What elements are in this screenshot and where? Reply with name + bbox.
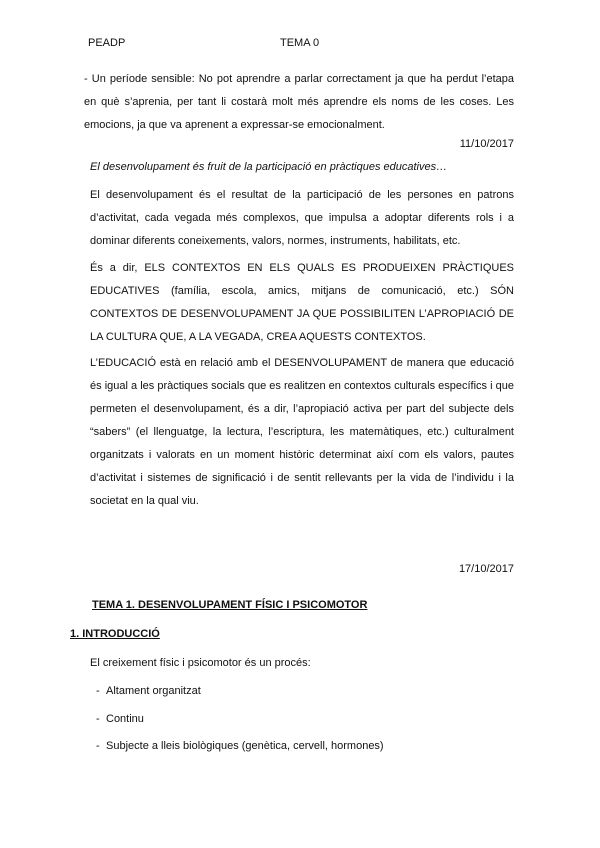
list-dash: -: [96, 685, 100, 697]
paragraph-1: El desenvolupament és el resultat de la participació de les persones en patrons d’activitat, cada vegada més complexos, que impulsa a adoptar diferents rols i a dominar diferents coneixements, valors, normes, instruments, habilitats, etc.: [90, 189, 514, 247]
paragraph-3: L’EDUCACIÓ està en relació amb el DESENVOLUPAMENT de manera que educació és igual a les pràctiques socials que es realitzen en contextos culturals específics i que permeten el desenvolupament, és a dir, l’apropiació activa per part del subjecte dels “sabers” (el llenguatge, la lectura, l’escriptura, les matemàtiques, etc.) culturalment organitzats i valorats en un moment històric determinat així com els valors, pautes d’activitat i sistemes de significació i de sentit rellevants per la vida de l’individu i la societat en la qual viu.: [90, 357, 514, 507]
list-dash: -: [96, 713, 100, 725]
section-title: 1. INTRODUCCIÓ: [70, 628, 160, 640]
bullet-dash: -: [84, 73, 88, 85]
list-dash: -: [96, 740, 100, 752]
header-course: PEADP: [88, 37, 126, 49]
list-item-text: Subjecte a lleis biològiques (genètica, cervell, hormones): [106, 740, 384, 752]
tema-title: TEMA 1. DESENVOLUPAMENT FÍSIC I PSICOMOTOR: [92, 599, 368, 611]
intro-bullet: [84, 68, 514, 137]
paragraph-2: És a dir, ELS CONTEXTOS EN ELS QUALS ES PRODUEIXEN PRÀCTIQUES EDUCATIVES (família, escola, amics, mitjans de comunicació, etc.) SÓN CONTEXTOS DE DESENVOLUPAMENT JA QUE POSSIBILITEN L’APROPIACIÓ DE LA CULTURA QUE, A LA VEGADA, CREA AQUESTS CONTEXTOS.: [90, 262, 514, 343]
list-item-text: Continu: [106, 713, 144, 725]
intro-sentence: El creixement físic i psicomotor és un procés:: [90, 657, 311, 669]
list-item: [96, 713, 144, 725]
bullet-text: Un període sensible: No pot aprendre a parlar correctament ja que ha perdut l’etapa en què s’aprenia, per tant li costarà molt més aprendre els noms de les coses. Les emocions, ja que va aprenent a expressar-se emocionalment.: [84, 73, 514, 131]
header-topic: TEMA 0: [280, 37, 320, 49]
list-item: [96, 685, 201, 697]
list-item: [96, 740, 384, 752]
italic-lead: El desenvolupament és fruit de la participació en pràctiques educatives…: [90, 161, 448, 173]
list-item-text: Altament organitzat: [106, 685, 201, 697]
date-entry-1: 11/10/2017: [459, 138, 514, 150]
date-entry-2: 17/10/2017: [458, 563, 514, 575]
